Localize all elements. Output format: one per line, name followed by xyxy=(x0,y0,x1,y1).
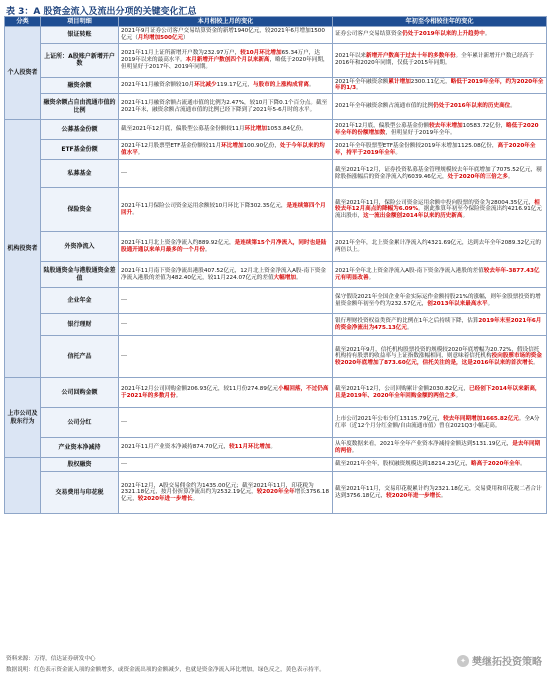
cell-text: 2021年全年，北上资金累计净流入约4321.69亿元，达到去年全年2089.32亿元的两倍以上。 xyxy=(335,239,541,253)
table-row xyxy=(5,140,547,160)
item-name-cell: 上证所：A股账户新增开户数 xyxy=(41,43,119,77)
highlight-text: 略高于2020年全年 xyxy=(471,461,521,468)
cell-text: 银行理财投资权益类资产的比例在1年之后持续下降，估算 xyxy=(335,317,479,324)
table-row xyxy=(5,288,547,314)
monthly-change-cell xyxy=(119,378,333,408)
ytd-change-cell xyxy=(333,94,547,120)
highlight-text: 2019年末至2021年6月的资金净流出为475.13亿元 xyxy=(335,317,542,331)
table-row xyxy=(5,77,547,94)
cell-text: 2021年11月融资余额占流通市值的比例为2.47%，较10月下降0.1个百分点。截至2021年末，融资余额占流通市值的比例已经下降到了2021年5-6月时的水平。 xyxy=(121,99,328,113)
header-category: 分类 xyxy=(5,17,41,27)
item-name-cell: 外资净流入 xyxy=(41,232,119,262)
item-name-cell: 陆股通资金与港股通资金差值 xyxy=(41,262,119,288)
cell-text: 截至2021年12月，证券投资私募基金管理规模较去年年底增加了7075.52亿元，剔除股指涨幅后的资金净流入约6039.46亿元， xyxy=(335,166,542,180)
highlight-text: 小幅回落，不过仍高于2021年的多数月份 xyxy=(121,385,329,399)
table-row xyxy=(5,438,547,458)
cell-text: 。 xyxy=(175,392,182,399)
ytd-change-cell xyxy=(333,314,547,336)
source-note: 资料来源：万得，信达证券研发中心 xyxy=(6,656,96,662)
ytd-change-cell xyxy=(333,438,547,458)
cell-text: 2021年12月，A股交易佣金约为1435.00亿元；截至2021年11月，印花税为2321.18亿元，按月份折算净流出约为2532.19亿元， xyxy=(121,482,314,496)
cell-text: 。全年累计新增开户数已经高于2016年和2020年同期，仅低于2015年同期。 xyxy=(335,53,534,67)
highlight-text: 略低于2020年全年的份额增加数 xyxy=(335,122,539,136)
monthly-change-cell xyxy=(119,160,333,188)
cell-text: 2021年12月公司回购金额206.93亿元，较11月份274.89亿元 xyxy=(121,385,279,392)
category-cell: 个人投资者 xyxy=(5,27,41,120)
item-name-cell: 保险资金 xyxy=(41,188,119,232)
highlight-text: 较2020年全年 xyxy=(256,489,295,496)
cell-text: 。 xyxy=(270,444,277,451)
highlight-text: 是连续第15个月净流入，同时也是陆股通开通以来单月最多的一个月份 xyxy=(121,239,327,253)
highlight-text: 投向股票市场的资金较2020年底增加了873.60亿元，信托关注的是，这是2016年以来的首次增长 xyxy=(335,353,542,367)
highlight-text: 较2020年进一步增长 xyxy=(137,496,193,503)
category-cell: 机构投资者 xyxy=(5,120,41,378)
cell-text: 。 xyxy=(356,85,362,92)
cell-text: 。 xyxy=(351,447,358,454)
cell-text: 截至2021年12月底，偏股型公募基金份额较11月 xyxy=(121,126,245,133)
highlight-text: 较11月环比增加 xyxy=(229,444,271,451)
item-name-cell: 公司回购金额 xyxy=(41,378,119,408)
ytd-change-cell xyxy=(333,472,547,514)
cell-text: --- xyxy=(121,170,128,177)
cell-text: 。 xyxy=(132,209,138,216)
highlight-text: 高于2020年全年，持平于2019年全年 xyxy=(335,142,536,156)
cell-text: 。 xyxy=(487,300,494,307)
cell-text: 截至2021年9月，信托机构股票投资的规模较2020年底增幅为20.72%，假设信托机构持有股票的收益率与上证指数涨幅相同，则意味着信托机构 xyxy=(335,346,540,360)
cell-text: 2021年12月底，偏股型公募基金份额 xyxy=(335,122,430,129)
highlight-text: 创2013年以来最高水平 xyxy=(427,300,488,307)
cell-text: 。 xyxy=(507,173,514,180)
cell-text: 。 xyxy=(137,149,144,156)
cell-text: 2021年全年融资余额 xyxy=(335,78,389,85)
table-row xyxy=(5,262,547,288)
header-monthly-change: 本月相较上月的变化 xyxy=(119,17,333,27)
highlight-text: 仍处于2016年以来的历史高位 xyxy=(433,103,511,110)
monthly-change-cell xyxy=(119,288,333,314)
item-name-cell: 企业年金 xyxy=(41,288,119,314)
ytd-change-cell xyxy=(333,43,547,77)
table-row xyxy=(5,472,547,514)
highlight-text: 较2020年进一步增长 xyxy=(386,492,441,499)
cell-text: 2300.11亿元， xyxy=(410,78,451,85)
table-title: 表 3：A 股资金流入及流出分项的关键变化汇总 xyxy=(6,7,197,17)
highlight-text: 较去年末增加 xyxy=(429,122,463,129)
summary-table xyxy=(4,16,547,514)
ytd-change-cell xyxy=(333,262,547,288)
monthly-change-cell xyxy=(119,120,333,140)
cell-text: 119.17亿元， xyxy=(216,82,253,89)
monthly-change-cell xyxy=(119,458,333,472)
monthly-change-cell xyxy=(119,408,333,438)
item-name-cell: 产业资本净减持 xyxy=(41,438,119,458)
highlight-text: 这一流出金额创2014年以来的历史新高 xyxy=(362,213,463,220)
ytd-change-cell xyxy=(333,232,547,262)
category-cell: 上市公司及股东行为 xyxy=(5,378,41,458)
cell-text: 2021年12月股票型ETF基金份额较11月 xyxy=(121,142,222,149)
ytd-change-cell xyxy=(333,120,547,140)
highlight-text: 是去年同期的两倍 xyxy=(335,440,541,454)
highlight-text: 仍处于2019年以来的上升趋势中 xyxy=(402,31,485,38)
cell-text: 。 xyxy=(440,492,447,499)
monthly-change-cell xyxy=(119,43,333,77)
table-row xyxy=(5,120,547,140)
data-note: 数据说明：红色表示资金流入项的金额增多，或资金流出项的金额减少，也就是资金净流入环比增加，绿色反之，黄色表示持平。 xyxy=(6,667,325,673)
cell-text: 。 xyxy=(295,274,302,281)
highlight-text: 较去年年-3877.43亿元有明显改善 xyxy=(335,267,540,281)
table-row xyxy=(5,314,547,336)
monthly-change-cell xyxy=(119,438,333,458)
cell-text: 增长3756.18亿元， xyxy=(121,489,330,503)
highlight-text: 与股市的上涨构成背离 xyxy=(252,82,309,89)
cell-text: --- xyxy=(121,461,128,468)
highlight-text: 环比减少 xyxy=(194,82,217,89)
cell-text: 保守假设2021年全国企业年金实际运作金额持股21%的涨幅，则年金股票投资的增量资金额年初至今约为232.57亿元， xyxy=(335,293,541,307)
monthly-change-cell xyxy=(119,77,333,94)
cell-text: 。 xyxy=(395,149,401,156)
table-row xyxy=(5,378,547,408)
cell-text: --- xyxy=(121,353,128,360)
cell-text: 。 xyxy=(308,82,315,89)
highlight-text: 较10月环比增加 xyxy=(240,49,282,56)
cell-text: 上市公司2021年公布分红13115.79亿元， xyxy=(335,415,444,422)
table-row xyxy=(5,232,547,262)
cell-text: 1053.84亿份。 xyxy=(266,126,307,133)
cell-text: 2021年全年股票型ETF基金份额较2019年末增加1125.08亿份， xyxy=(335,142,498,149)
table-row xyxy=(5,27,547,44)
cell-text: 100.90亿份， xyxy=(243,142,280,149)
item-name-cell: 银证转账 xyxy=(41,27,119,44)
item-name-cell: 公募基金份额 xyxy=(41,120,119,140)
ytd-change-cell xyxy=(333,408,547,438)
cell-text: --- xyxy=(121,297,128,304)
ytd-change-cell xyxy=(333,336,547,378)
cell-text: 2021年11月北上资金净流入约889.92亿元， xyxy=(121,239,235,246)
highlight-text: 处于今年以来的均值水平 xyxy=(121,142,325,156)
item-name-cell: 公司分红 xyxy=(41,408,119,438)
cell-text: 65.34万户，达2019年以来的最高水平。 xyxy=(121,49,320,63)
table-row xyxy=(5,94,547,120)
highlight-text: 本月新增开户数创四个月以来新高 xyxy=(185,56,270,63)
wechat-icon: ✦ xyxy=(457,655,469,667)
cell-text: 10583.72亿份， xyxy=(462,122,507,129)
header-item: 项目明细 xyxy=(41,17,119,27)
table-row xyxy=(5,408,547,438)
cell-text: 。 xyxy=(533,360,539,367)
monthly-change-cell xyxy=(119,472,333,514)
highlight-text: 累计增加 xyxy=(388,78,411,85)
cell-text: 2021年全年北上资金净流入A股-南下资金净流入港股的差值 xyxy=(335,267,484,274)
watermark xyxy=(457,653,542,668)
ytd-change-cell xyxy=(333,140,547,160)
highlight-text: 月均增加500亿元 xyxy=(137,34,184,41)
highlight-text: 环比增加 xyxy=(244,126,267,133)
cell-text: 2021年11月保险公司资金运用余额较10月环比下降302.35亿元， xyxy=(121,202,287,209)
item-name-cell: 银行理财 xyxy=(41,314,119,336)
highlight-text: 相较去年12月高点的降幅为6.09% xyxy=(335,199,540,213)
item-name-cell: 股权融资 xyxy=(41,458,119,472)
category-cell xyxy=(5,458,41,514)
table-row xyxy=(5,188,547,232)
monthly-change-cell xyxy=(119,232,333,262)
cell-text: ，略低于2020年同期，但明显好于2017年、2019年同期。 xyxy=(121,56,329,70)
watermark-text: 樊继拓投资策略 xyxy=(472,657,542,668)
item-name-cell: 信托产品 xyxy=(41,336,119,378)
cell-text: 。 xyxy=(484,31,491,38)
cell-text: 证券公司客户交易结算资金 xyxy=(335,31,403,38)
item-name-cell: 交易费用与印花税 xyxy=(41,472,119,514)
monthly-change-cell xyxy=(119,262,333,288)
monthly-change-cell xyxy=(119,188,333,232)
cell-text: ） xyxy=(183,34,189,41)
monthly-change-cell xyxy=(119,140,333,160)
cell-text: 。 xyxy=(406,324,413,331)
table-row xyxy=(5,160,547,188)
cell-text: 从年度数据来看，2021年全年产业资本净减持金额达到5131.19亿元， xyxy=(335,440,513,447)
cell-text: 。 xyxy=(192,496,199,503)
item-name-cell: 融资余额占自由流通市值的比例 xyxy=(41,94,119,120)
monthly-change-cell xyxy=(119,27,333,44)
cell-text: --- xyxy=(121,419,128,426)
ytd-change-cell xyxy=(333,288,547,314)
highlight-text: 环比增加 xyxy=(221,142,244,149)
cell-text: 截至2021年11月，交易印花税累计约为2321.18亿元，交易费用和印花税二者合计达到3756.18亿元， xyxy=(335,485,542,499)
cell-text: 2021年9月证券公司客户交易结算资金的新增1940亿元，较2021年6月增加1500亿元（ xyxy=(121,28,325,41)
cell-text: 。据此推算年初至今保险资金流出约4216.91亿元流出股市， xyxy=(335,206,542,220)
highlight-text: 较去年同期增加1665.82亿元 xyxy=(443,415,519,422)
cell-text: 。 xyxy=(455,392,462,399)
highlight-text: 大幅增加 xyxy=(273,274,296,281)
monthly-change-cell xyxy=(119,94,333,120)
cell-text: 。 xyxy=(510,103,516,110)
cell-text: 2021年以来 xyxy=(335,53,367,60)
cell-text: 。 xyxy=(520,461,526,468)
highlight-text: 是连续第四个月回升 xyxy=(121,202,326,216)
ytd-change-cell xyxy=(333,458,547,472)
item-name-cell: 私募基金 xyxy=(41,160,119,188)
ytd-change-cell xyxy=(333,160,547,188)
cell-text: 截至2021年全年，股权融资规模达到18214.23亿元， xyxy=(335,461,472,468)
highlight-text: 处于2020年的三倍之多 xyxy=(447,173,508,180)
table-row xyxy=(5,43,547,77)
item-name-cell: 融资余额 xyxy=(41,77,119,94)
cell-text: 2021年11月南下资金净流出港股407.52亿元，12月北上资金净流入A股-南下资金净流入港股的差值为482.40亿元，较11月224.07亿元的差值 xyxy=(121,267,326,281)
item-name-cell: ETF基金份额 xyxy=(41,140,119,160)
table-header-row xyxy=(5,17,547,27)
monthly-change-cell xyxy=(119,336,333,378)
ytd-change-cell xyxy=(333,27,547,44)
header-ytd-change: 年初至今相较往年的变化 xyxy=(333,17,547,27)
cell-text: --- xyxy=(121,321,128,328)
table-row xyxy=(5,458,547,472)
ytd-change-cell xyxy=(333,378,547,408)
cell-text: 。 xyxy=(204,246,211,253)
cell-text: 2021年全年融资余额占流通市值的比例 xyxy=(335,103,434,110)
cell-text: 。 xyxy=(368,274,375,281)
cell-text: ，但明显好于2019年全年。 xyxy=(385,129,456,136)
cell-text: 2021年11月上证所新增开户数为232.97万户， xyxy=(121,49,241,56)
cell-text: 截至2021年11月，保险公司资金运用余额中投向股票的资金为28004.35亿元， xyxy=(335,199,535,206)
cell-text: 2021年11月产业资本净减持874.70亿元， xyxy=(121,444,230,451)
table-row xyxy=(5,336,547,378)
monthly-change-cell xyxy=(119,314,333,336)
ytd-change-cell xyxy=(333,77,547,94)
highlight-text: 略低于2019年全年，约为2020年全年的1/3 xyxy=(335,78,544,92)
ytd-change-cell xyxy=(333,188,547,232)
cell-text: 。全A分红率（近12个月分红金额/自由流通市值）曾在2021Q3小幅走高。 xyxy=(335,415,540,429)
cell-text: 2021年11月融资余额较10月 xyxy=(121,82,195,89)
cell-text: 。 xyxy=(462,213,469,220)
highlight-text: 新增开户数高于过去十年的多数年份 xyxy=(366,53,456,60)
cell-text: 截至2021年12月，公司回购累计金额2030.82亿元， xyxy=(335,385,469,392)
highlight-text: 已经创下2014年以来新高，且是2019年、2020年全年回购金额的两倍之多 xyxy=(335,385,541,399)
table-body xyxy=(5,27,547,514)
